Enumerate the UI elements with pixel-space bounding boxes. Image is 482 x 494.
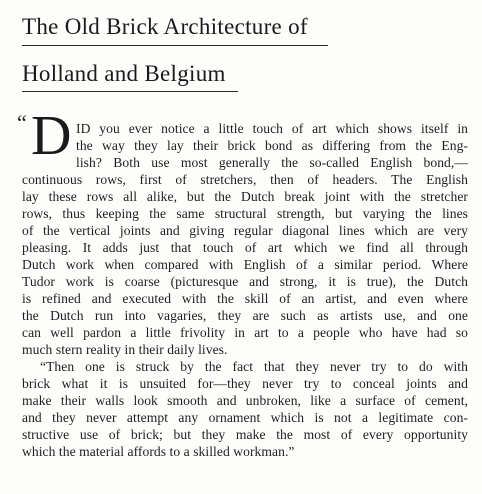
body-line: brick what it is unsuited for—they never try to conceal joints and <box>22 376 468 391</box>
body-line: structive use of brick; but they make the most of every opportunity <box>22 427 468 442</box>
body-line: rows, thus keeping the same structural strength, but varying the lines <box>22 206 468 221</box>
drop-cap-letter: D <box>31 105 72 167</box>
body-line: continuous rows, first of stretchers, then of headers. The English <box>22 172 468 187</box>
body-line: of the vertical joints and giving regular diagonal lines which are very <box>22 223 468 238</box>
article-title-line-1: The Old Brick Architecture of <box>22 14 308 39</box>
body-line: pleasing. It adds just that touch of art which we find all through <box>22 240 468 255</box>
body-line: much stern reality in their daily lives. <box>22 342 228 357</box>
body-line: lish? Both use most generally the so-called English bond,— <box>76 155 468 170</box>
body-line: the way they lay their brick bond as differing from the Eng- <box>76 138 468 153</box>
body-line: Tudor work is coarse (picturesque and strong, it is true), the Dutch <box>22 274 468 289</box>
article-title-line-2: Holland and Belgium <box>22 61 226 86</box>
body-line: Dutch work when compared with English of a similar period. Where <box>22 257 468 272</box>
body-line: lay these rows all alike, but the Dutch break joint with the stretcher <box>22 189 468 204</box>
body-line: can well pardon a little frivolity in art to a people who have had so <box>22 325 468 340</box>
title-underline-1 <box>22 45 328 46</box>
body-line: the Dutch run into vagaries, they are such as artists use, and one <box>22 308 468 323</box>
body-line: which the material affords to a skilled workman.” <box>22 444 295 459</box>
body-line: ID you ever notice a little touch of art which shows itself in <box>76 121 468 136</box>
title-underline-2 <box>22 91 238 92</box>
opening-quote-mark: “ <box>17 110 27 135</box>
body-line: “Then one is struck by the fact that they never try to do with <box>40 359 468 374</box>
body-line: and they never attempt any ornament which is not a legitimate con- <box>22 410 468 425</box>
body-line: make their walls look smooth and unbroken, like a surface of cement, <box>22 393 468 408</box>
body-line: is refined and executed with the skill of an artist, and even where <box>22 291 468 306</box>
